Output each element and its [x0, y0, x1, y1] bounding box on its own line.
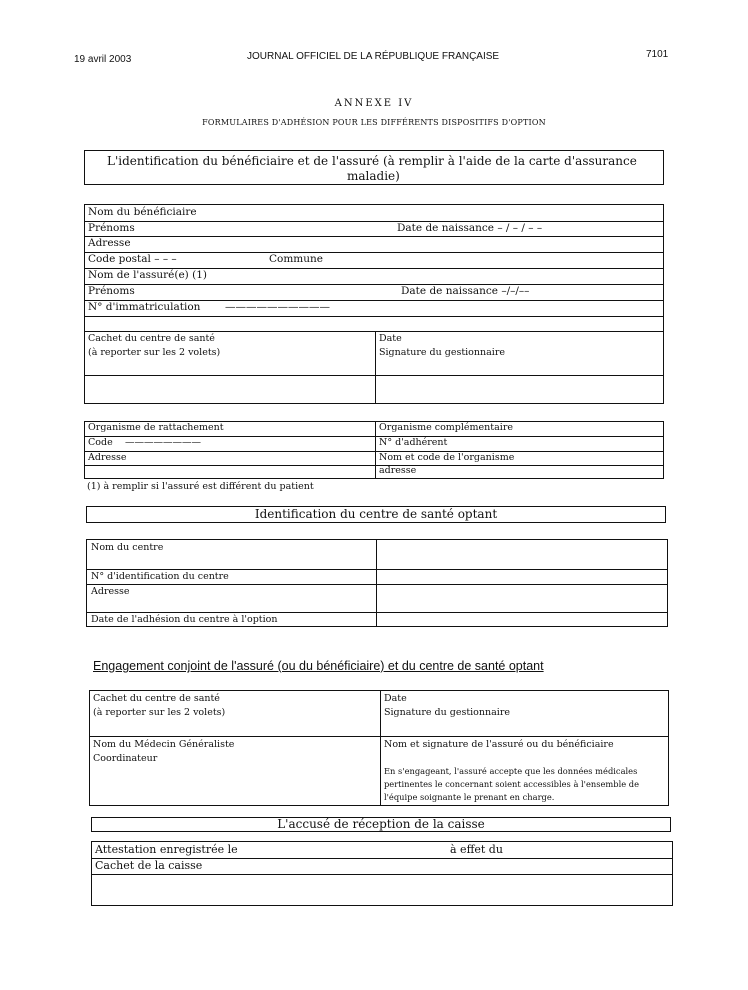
page-number: 7101: [646, 49, 669, 60]
journal-title: JOURNAL OFFICIEL DE LA RÉPUBLIQUE FRANÇAISE: [247, 51, 500, 62]
signature-gestionnaire-label: Signature du gestionnaire: [379, 347, 506, 358]
nom-centre-label: Nom du centre: [91, 542, 164, 553]
identification-banner: [84, 150, 664, 185]
notice-line2: pertinentes le concernant soient accessibles à l'ensemble de: [384, 779, 639, 789]
organisme-adresse2-label: adresse: [379, 465, 417, 476]
engagement-title: Engagement conjoint de l'assuré (ou du bénéficiaire) et du centre de santé optant: [93, 659, 544, 673]
nom-assure-label: Nom de l'assuré(e) (1): [88, 269, 207, 281]
centre-banner: [86, 506, 666, 523]
prenoms-label: Prénoms: [88, 222, 135, 234]
organisme-adresse-label: Adresse: [88, 452, 127, 463]
organisme-rattachement-label: Organisme de rattachement: [88, 422, 224, 433]
annex-subtitle: FORMULAIRES D'ADHÉSION POUR LES DIFFÉRENTS DISPOSITIFS D'OPTION: [202, 118, 546, 127]
prenoms-assure-label: Prénoms: [88, 285, 135, 297]
centre-adresse-label: Adresse: [91, 586, 130, 597]
code-label: Code: [88, 437, 113, 448]
notice-line3: l'équipe soignante le prenant en charge.: [384, 792, 555, 802]
date-label: Date: [379, 333, 402, 344]
notice-line1: En s'engageant, l'assuré accepte que les données médicales: [384, 766, 638, 776]
annex-title: ANNEXE IV: [334, 98, 414, 109]
adresse-label: Adresse: [88, 237, 131, 249]
cachet-line2: (à reporter sur les 2 volets): [88, 347, 221, 358]
engagement-signature-gestionnaire: Signature du gestionnaire: [384, 707, 511, 718]
commune-label: Commune: [269, 253, 324, 265]
nom-beneficiaire-label: Nom du bénéficiaire: [88, 206, 197, 218]
caisse-banner-text: L'accusé de réception de la caisse: [277, 817, 485, 831]
cachet-line1: Cachet du centre de santé: [88, 333, 215, 344]
cachet-caisse-label: Cachet de la caisse: [95, 859, 203, 872]
engagement-table: [89, 690, 669, 806]
attestation-label: Attestation enregistrée le: [95, 843, 238, 856]
date-naissance-label: Date de naissance – / – / – –: [397, 222, 543, 234]
caisse-banner: [91, 817, 671, 832]
caisse-table: [91, 841, 673, 906]
centre-table: [86, 539, 668, 627]
engagement-cachet-line1: Cachet du centre de santé: [93, 693, 220, 704]
adherent-label: N° d'adhérent: [379, 437, 448, 448]
identification-centre-label: N° d'identification du centre: [91, 571, 229, 582]
centre-banner-text: Identification du centre de santé optant: [254, 507, 498, 521]
immatriculation-line: ——————————: [225, 301, 330, 313]
immatriculation-label: N° d'immatriculation: [88, 301, 201, 313]
medecin-line2: Coordinateur: [93, 753, 158, 764]
footnote: (1) à remplir si l'assuré est différent du patient: [87, 481, 314, 492]
code-line: ————————: [125, 437, 201, 448]
identification-banner-line1: L'identification du bénéficiaire et de l'assuré (à remplir à l'aide de la carte d'assurance: [107, 154, 637, 168]
effet-label: à effet du: [450, 843, 503, 856]
header-date: 19 avril 2003: [74, 54, 132, 65]
date-naissance-assure-label: Date de naissance –/–/––: [401, 285, 530, 297]
identification-banner-line2: maladie): [347, 169, 400, 183]
signature-assure-label: Nom et signature de l'assuré ou du bénéficiaire: [384, 739, 614, 750]
medecin-line1: Nom du Médecin Généraliste: [93, 739, 235, 750]
organisme-complementaire-label: Organisme complémentaire: [379, 422, 513, 433]
engagement-cachet-line2: (à reporter sur les 2 volets): [93, 707, 226, 718]
identification-table: [84, 204, 664, 404]
nom-code-organisme-label: Nom et code de l'organisme: [379, 452, 515, 463]
engagement-date-label: Date: [384, 693, 407, 704]
organismes-table: [84, 421, 664, 479]
date-adhesion-label: Date de l'adhésion du centre à l'option: [91, 614, 278, 625]
code-postal-label: Code postal – – –: [88, 253, 177, 265]
